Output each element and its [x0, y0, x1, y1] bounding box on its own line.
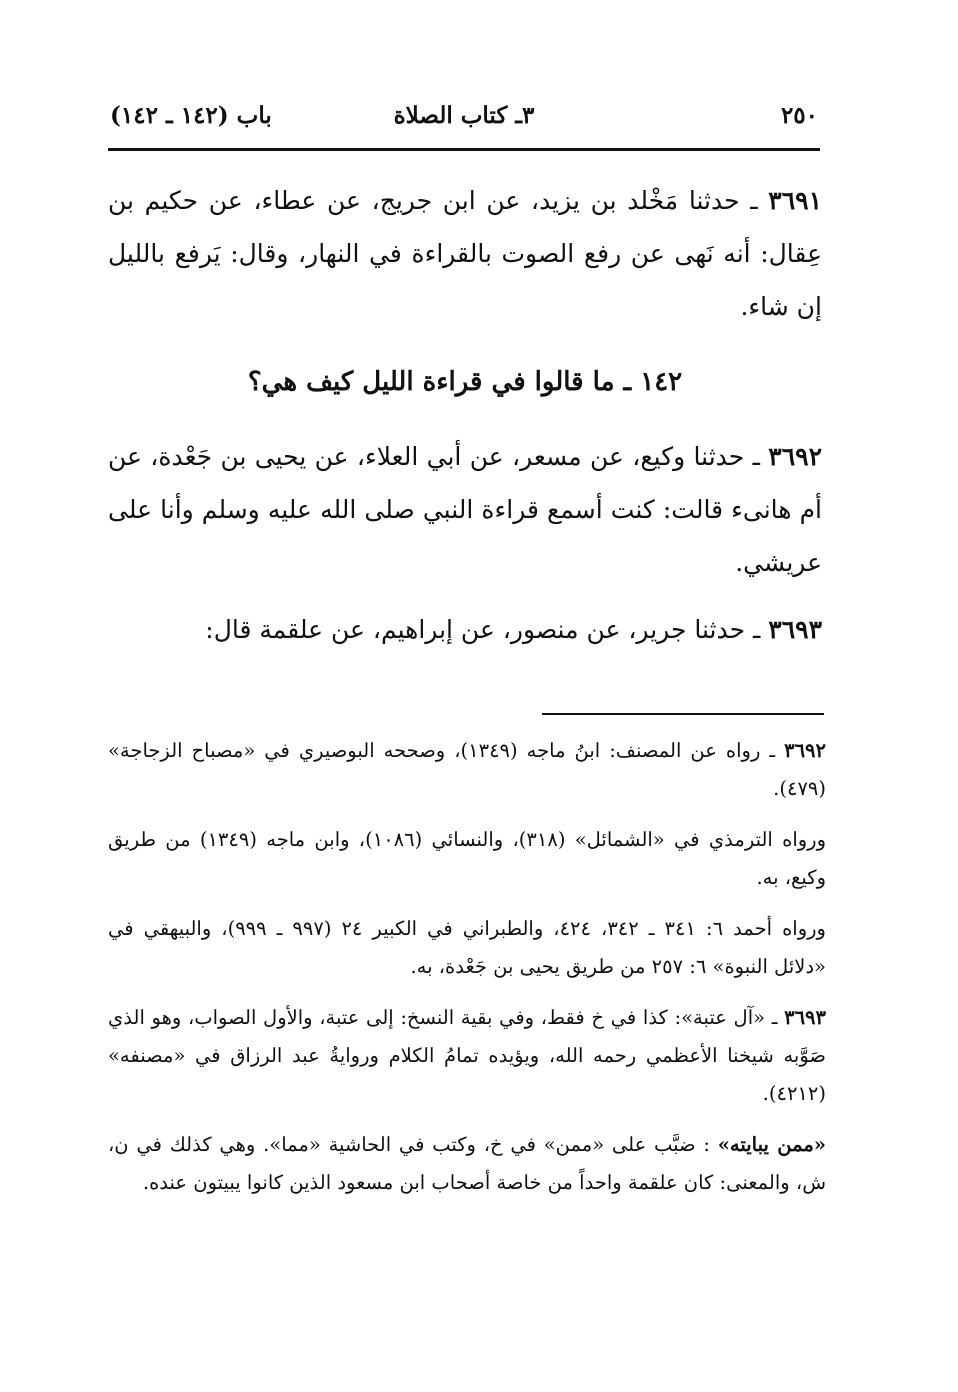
hadith-3693: [108, 603, 822, 656]
hadith-text: ـ حدثنا وكيع، عن مسعر، عن أبي العلاء، عن يحيى بن جَعْدة، عن أم هانىء قالت: كنت أسمع قراءة النبي صلى الله عليه وسلم وأنا على عريشي.: [108, 442, 822, 577]
section-heading: ١٤٢ ـ ما قالوا في قراءة الليل كيف هي؟: [247, 367, 683, 397]
footnote-lead: ٣٦٩٣: [784, 1006, 826, 1029]
hadith-3691: [108, 174, 822, 333]
footnote: [108, 1126, 826, 1202]
footnote: [108, 821, 826, 897]
footnote-text: ـ «آل عتبة»: كذا في خ فقط، وفي بقية النسخ: إلى عتبة، والأول الصواب، وهو الذي صَوَّبه شيخنا الأعظمي رحمه الله، ويؤيده تمامُ الكلام وروايةُ عبد الرزاق في «مصنفه» (٤٢١٢).: [108, 1006, 826, 1105]
footnote-lead: ٣٦٩٢: [784, 739, 826, 762]
section-reference: باب (١٤٢ ـ ١٤٢): [110, 102, 272, 129]
hadith-number: ٣٦٩٢: [768, 442, 822, 471]
footnote-text: ورواه أحمد ٦: ٣٤١ ـ ٣٤٢، ٤٢٤، والطبراني في الكبير ٢٤ (٩٩٧ ـ ٩٩٩)، والبيهقي في «دلائل النبوة» ٦: ٢٥٧ من طريق يحيى بن جَعْدة، به.: [108, 917, 826, 978]
footnote-text: ورواه الترمذي في «الشمائل» (٣١٨)، والنسائي (١٠٨٦)، وابن ماجه (١٣٤٩) من طريق وكيع، به.: [108, 828, 826, 889]
page-number: ٢٥٠: [780, 102, 818, 129]
chapter-title: ٣ـ كتاب الصلاة: [393, 102, 535, 129]
footnote: [108, 910, 826, 986]
footnotes: [108, 732, 826, 1215]
hadith-3692: [108, 430, 822, 589]
running-header: [108, 94, 820, 138]
footnote-text: : ضبَّب على «ممن» في خ، وكتب في الحاشية «مما». وهي كذلك في ن، ش، والمعنى: كان علقمة واحداً من خاصة أصحاب ابن مسعود الذين كانوا يبيتون عنده.: [108, 1133, 826, 1194]
hadith-text: ـ حدثنا جرير، عن منصور، عن إبراهيم، عن علقمة قال:: [205, 615, 769, 644]
footnote: [108, 999, 826, 1113]
header-rule: [108, 148, 820, 151]
footnote: [108, 732, 826, 808]
hadith-text: ـ حدثنا مَخْلد بن يزيد، عن ابن جريج، عن عطاء، عن حكيم بن عِقال: أنه نَهى عن رفع الصوت بالقراءة في النهار، وقال: يَرفع بالليل إن شاء.: [108, 186, 822, 321]
footnote-separator: [542, 713, 824, 715]
footnote-lead: «ممن يبايته»: [717, 1133, 826, 1156]
hadith-number: ٣٦٩٣: [768, 615, 822, 644]
footnote-text: ـ رواه عن المصنف: ابنُ ماجه (١٣٤٩)، وصححه البوصيري في «مصباح الزجاجة» (٤٧٩).: [108, 739, 826, 800]
hadith-number: ٣٦٩١: [768, 186, 822, 215]
